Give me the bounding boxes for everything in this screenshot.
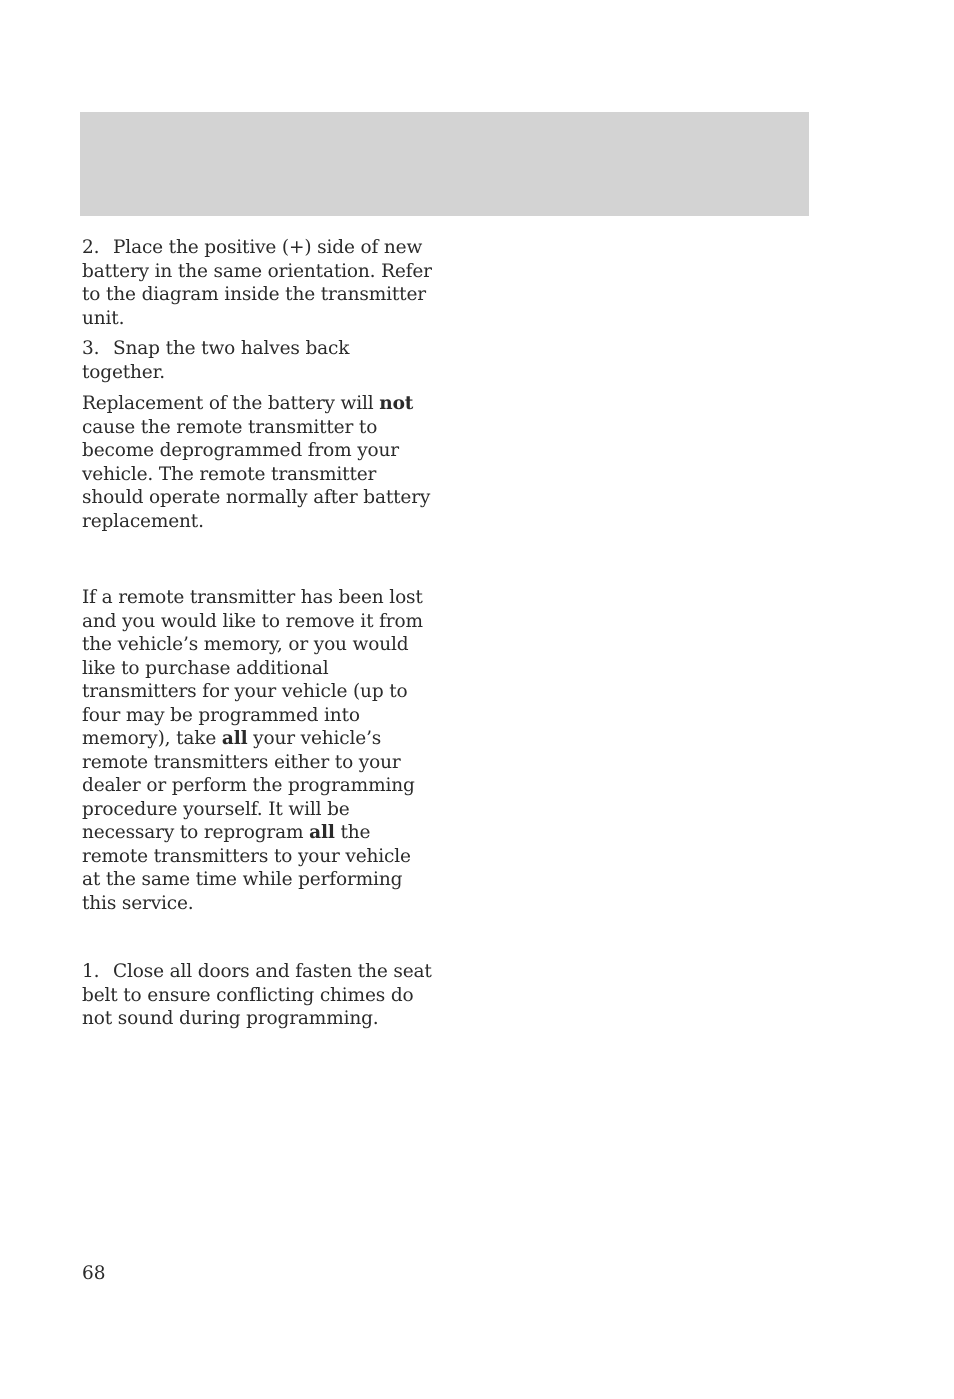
lost-transmitter-text-2: your vehicle’s remote transmitters either to your dealer or perform the programming procedure yourself. It will be necessary to reprogram	[82, 728, 415, 843]
lost-transmitter-text-1: If a remote transmitter has been lost and you would like to remove it from the vehicle’s memory, or you would like to purchase additional transmitters for your vehicle (up to four may be programmed into memory), take	[82, 587, 423, 749]
step-2-number: 2.	[82, 237, 100, 258]
lost-transmitter-bold-2: all	[309, 822, 335, 843]
page-number: 68	[82, 1263, 106, 1284]
lost-transmitter-bold-1: all	[221, 728, 248, 749]
replacement-note-text-2: cause the remote transmitter to become deprogrammed from your vehicle. The remote transmitter should operate normally after battery replacement.	[82, 416, 431, 532]
header-bar	[80, 112, 809, 216]
step-1-number: 1.	[82, 961, 100, 982]
body-column	[82, 236, 434, 1031]
replacement-note-bold: not	[379, 393, 414, 414]
step-1	[82, 960, 434, 1031]
step-2	[82, 236, 434, 330]
lost-transmitter-text-3: the remote transmitters to your vehicle at the same time while performing this service.	[82, 822, 411, 914]
replacement-note-text-1: Replacement of the battery will	[82, 393, 380, 414]
lost-transmitter-paragraph	[82, 586, 434, 915]
step-3	[82, 337, 434, 384]
step-3-number: 3.	[82, 338, 100, 359]
step-1-text: Close all doors and fasten the seat belt to ensure conflicting chimes do not sound during programming.	[82, 961, 432, 1029]
step-2-text: Place the positive (+) side of new battery in the same orientation. Refer to the diagram inside the transmitter unit.	[82, 237, 432, 329]
replacement-note	[82, 392, 434, 533]
step-3-text: Snap the two halves back together.	[82, 338, 350, 383]
